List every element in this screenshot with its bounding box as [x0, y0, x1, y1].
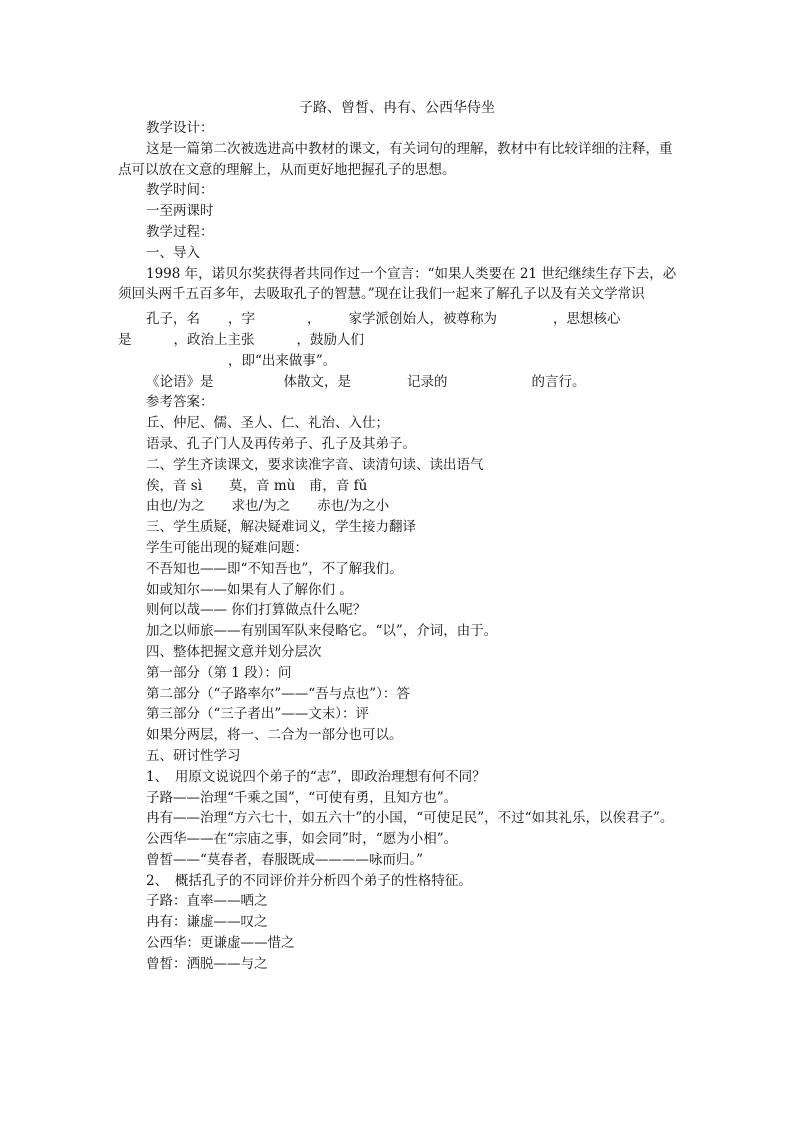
answer-heading: 参考答案：: [146, 394, 214, 411]
document-title: 子路、曾皙、冉有、公西华侍坐: [299, 100, 495, 116]
answer-1: 丘、仲尼、儒、圣人、仁、礼治、入仕；: [146, 415, 389, 432]
process-heading: 教学过程：: [146, 223, 214, 240]
fill1-e: ，思想核心: [553, 311, 621, 328]
difficult-1: 不吾知也——即“不知吾也”，不了解我们。: [146, 560, 403, 577]
lunyu-a: 《论语》是: [146, 373, 214, 390]
zilu-ambition: 子路——治理“千乘之国”，“可使有勇，且知方也”。: [146, 789, 458, 806]
character-ranyou: 冉有：谦虚——叹之: [146, 914, 268, 931]
design-text: 这是一篇第二次被选进高中教材的课文，有关词句的理解，教材中有比较详细的注释，重点可以放在文意的理解上，从而更好地把握孔子的思想。: [118, 140, 673, 178]
part-note: 如果分两层，将一、二合为一部分也可以。: [146, 727, 403, 744]
fill1-d: 家学派创始人，被尊称为: [348, 311, 497, 328]
fill-blank-line-3: [118, 351, 678, 372]
step-4-heading: 四、整体把握文意并划分层次: [146, 643, 322, 660]
difficult-2: 如或知尔——如果有人了解你们 。: [146, 581, 353, 598]
fill2-a: 是: [118, 331, 132, 348]
step-5-heading: 五、研讨性学习: [146, 747, 241, 764]
lunyu-c: 记录的: [407, 373, 448, 390]
character-zilu: 子路：直率——哂之: [146, 893, 268, 910]
design-heading: 教学设计：: [146, 120, 214, 136]
difficult-4: 加之以师旅——有别国军队来侵略它。“以”，介词，由于。: [146, 623, 498, 640]
step-3-heading: 三、学生质疑，解决疑难词义，学生接力翻译: [146, 519, 416, 536]
document-body: [118, 118, 678, 975]
intro-text: 1998 年，诺贝尔奖获得者共同作过一个宣言：“如果人类要在 21 世纪继续生存下去，必须回头两千五百多年，去吸取孔子的智慧。”现在让我们一起来了解孔子以及有关文学常识: [118, 265, 677, 303]
step-1-heading: 一、导入: [146, 244, 200, 261]
fill-blank-line-1: [118, 309, 678, 330]
fill2-b: ，政治上主张: [173, 331, 255, 348]
zengxi-ambition: 曾皙——“莫春者，春服既成————咏而归。”: [146, 851, 424, 868]
ranyou-ambition: 冉有——治理“方六七十，如五六十”的小国，“可使足民”，不过“如其礼乐，以俟君子”。: [146, 810, 674, 827]
research-question-2: 2、 概括孔子的不同评价并分析四个弟子的性格特征。: [146, 872, 472, 889]
time-heading: 教学时间：: [146, 182, 214, 199]
answer-2: 语录、孔子门人及再传弟子、孔子及其弟子。: [146, 435, 416, 452]
time-text: 一至两课时: [146, 203, 214, 220]
fill1-c: ，: [307, 311, 321, 328]
fill-blank-line-2: [118, 330, 678, 351]
fill1-a: 孔子，名: [146, 311, 200, 328]
difficult-heading: 学生可能出现的疑难问题：: [146, 539, 308, 556]
part-3: 第三部分（“三子者出”——文末）：评: [146, 706, 370, 723]
reading-pause-line: 由也/为之 求也/为之 赤也/为之小: [146, 498, 390, 515]
part-2: 第二部分（“子路率尔”——“吾与点也”）：答: [146, 685, 410, 702]
step-2-heading: 二、学生齐读课文，要求读准字音、读清句读、读出语气: [146, 456, 484, 473]
lunyu-d: 的言行。: [531, 373, 586, 390]
pronunciation-line: 俟，音 sì 莫，音 mù 甫，音 fǔ: [146, 477, 368, 494]
lunyu-b: 体散文，是: [283, 373, 351, 390]
fill1-b: ，字: [228, 311, 255, 328]
lunyu-line: [118, 372, 678, 393]
character-gongxihua: 公西华：更谦虚——惜之: [146, 935, 295, 952]
fill3: ，即“出来做事”。: [228, 352, 337, 369]
gongxihua-ambition: 公西华——在“宗庙之事，如会同”时，“愿为小相”。: [146, 831, 458, 848]
fill2-c: ，鼓励人们: [296, 331, 364, 348]
difficult-3: 则何以哉—— 你们打算做点什么呢？: [146, 602, 367, 619]
research-question-1: 1、 用原文说说四个弟子的“志”，即政治理想有何不同？: [146, 768, 486, 785]
part-1: 第一部分（第 1 段）：问: [146, 664, 292, 681]
character-zengxi: 曾皙：洒脱——与之: [146, 955, 268, 972]
